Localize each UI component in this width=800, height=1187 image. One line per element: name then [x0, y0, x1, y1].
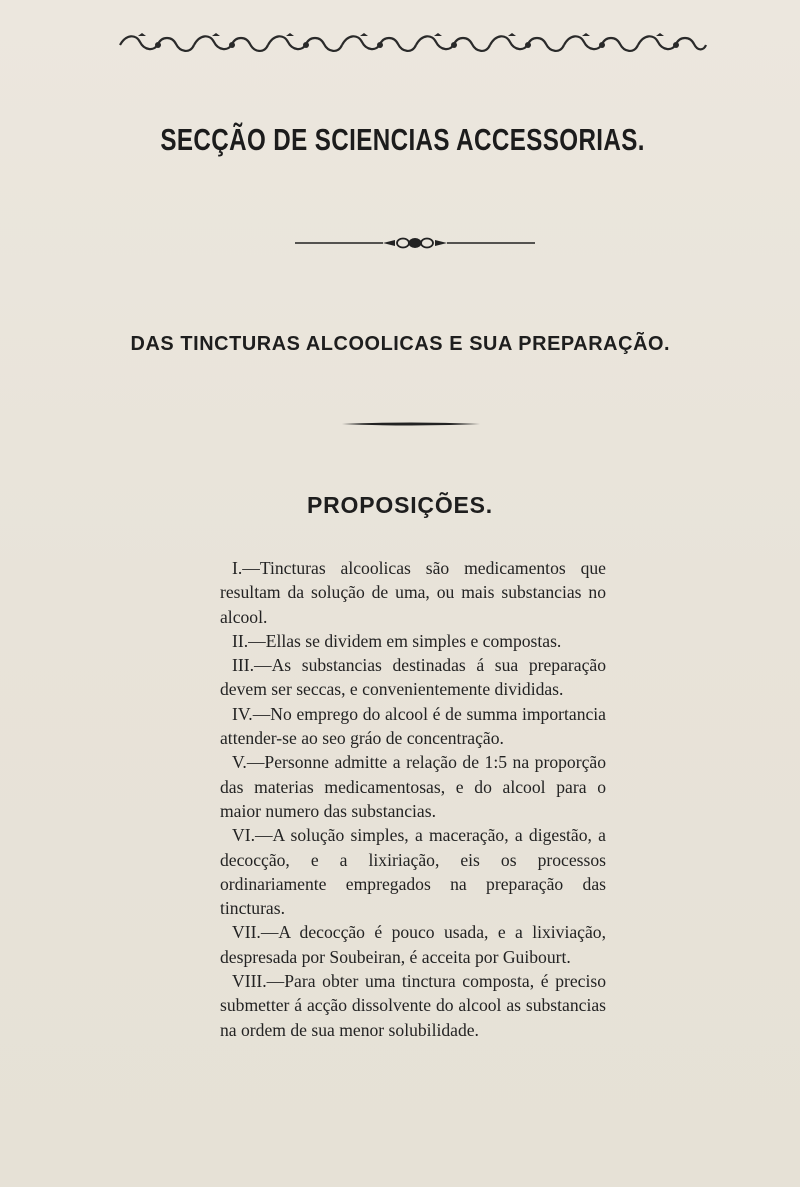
- tapered-rule: [342, 421, 480, 427]
- proposition-item: III.—As substancias destinadas á sua preparação devem ser seccas, e convenientemente divididas.: [220, 655, 606, 700]
- proposition-item: VI.—A solução simples, a maceração, a digestão, a decocção, e a lixiriação, eis os processos ordinariamente empregados na preparação das tincturas.: [220, 825, 606, 919]
- proposition-item: II.—Ellas se dividem em simples e compostas.: [232, 630, 562, 651]
- propositions-list: [220, 556, 606, 1042]
- proposition-item: IV.—No emprego do alcool é de summa importancia attender-se ao seo gráo de concentração.: [220, 703, 606, 749]
- article-title: DAS TINCTURAS ALCOOLICAS E SUA PREPARAÇÃO.: [130, 332, 671, 355]
- proposition-item: I.—Tincturas alcoolicas são medicamentos que resultam da solução de uma, ou mais substancias no alcool.: [220, 558, 606, 627]
- proposition-item: VIII.—Para obter uma tinctura composta, é preciso submetter á acção dissolvente do alcool as substancias na ordem de sua menor solubilidade.: [220, 971, 606, 1040]
- proposition-item: VII.—A decocção é pouco usada, e a lixiviação, despresada por Soubeiran, é acceita por Guibourt.: [220, 922, 606, 967]
- decorative-ornament-band: [118, 32, 708, 58]
- section-title: SECÇÃO DE SCIENCIAS ACCESSORIAS.: [160, 122, 645, 157]
- ornamental-divider: [295, 236, 535, 250]
- proposition-item: V.—Personne admitte a relação de 1:5 na proporção das materias medicamentosas, e do alcool para o maior numero das substancias.: [220, 752, 606, 821]
- propositions-heading: PROPOSIÇÕES.: [307, 492, 493, 518]
